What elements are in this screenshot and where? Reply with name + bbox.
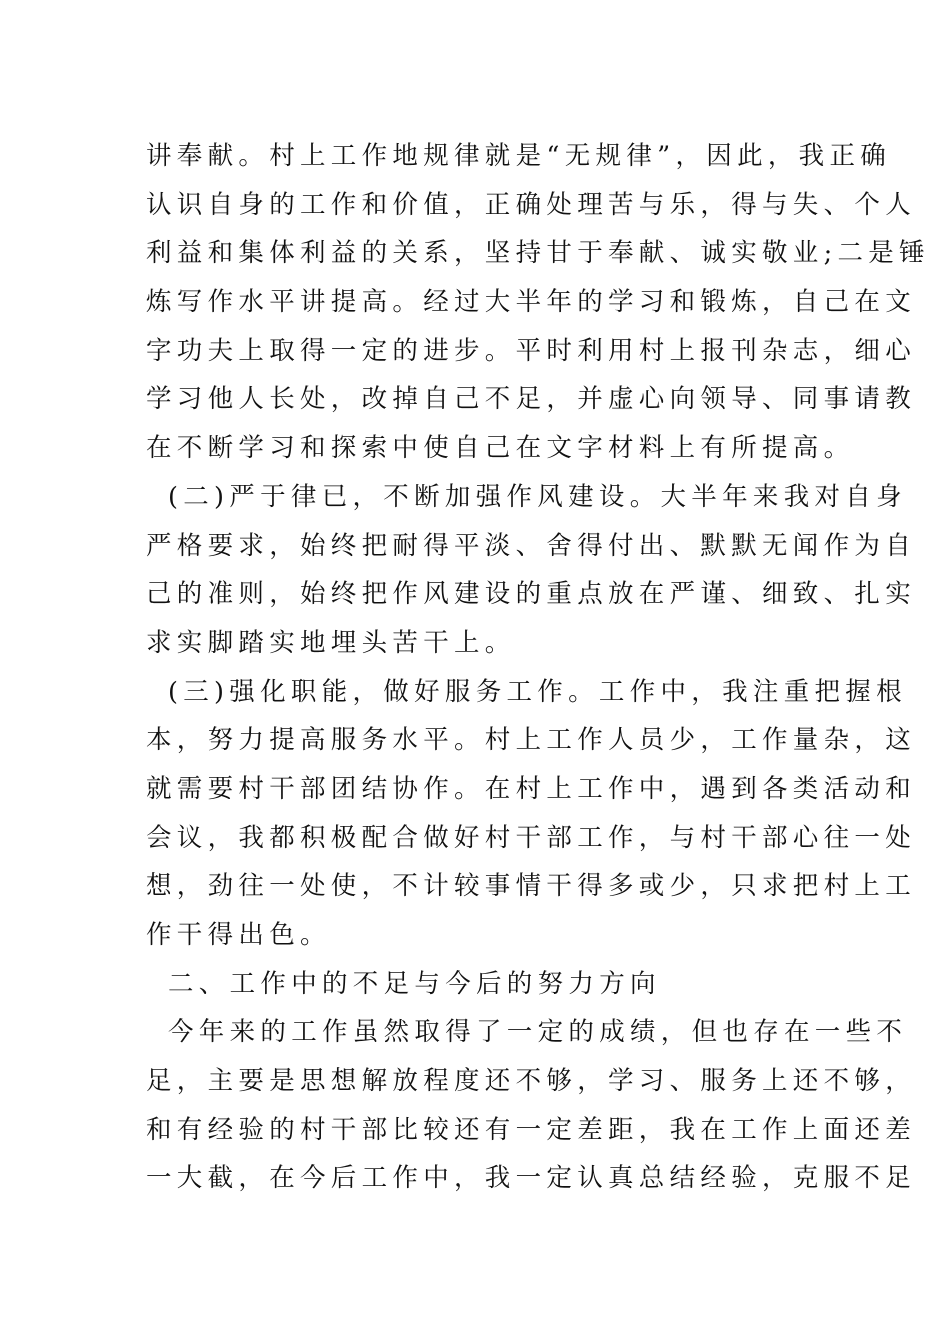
text-line: 字功夫上取得一定的进步。平时利用村上报刊杂志，细心 bbox=[146, 335, 917, 366]
document-body bbox=[146, 132, 930, 1203]
text-line: 和有经验的村干部比较还有一定差距，我在工作上面还差 bbox=[146, 1114, 917, 1145]
text-line: 一大截，在今后工作中，我一定认真总结经验，克服不足 bbox=[146, 1163, 917, 1194]
text-line: 求实脚踏实地埋头苦干上。 bbox=[146, 627, 516, 658]
text-line: 在不断学习和探索中使自己在文字材料上有所提高。 bbox=[146, 433, 855, 464]
text-line: 足，主要是思想解放程度还不够，学习、服务上还不够， bbox=[146, 1066, 917, 1097]
text-line: (二)严于律已，不断加强作风建设。大半年来我对自身 bbox=[168, 481, 907, 512]
text-line: 想，劲往一处使，不计较事情干得多或少，只求把村上工 bbox=[146, 871, 917, 902]
text-line: 严格要求，始终把耐得平淡、舍得付出、默默无闻作为自 bbox=[146, 530, 917, 561]
text-line: 今年来的工作虽然取得了一定的成绩，但也存在一些不 bbox=[168, 1017, 908, 1048]
text-line: 利益和集体利益的关系，坚持甘于奉献、诚实敬业;二是锤 bbox=[146, 238, 930, 269]
text-line: 炼写作水平讲提高。经过大半年的学习和锻炼，自己在文 bbox=[146, 287, 917, 318]
text-line: 己的准则，始终把作风建设的重点放在严谨、细致、扎实 bbox=[146, 579, 917, 610]
text-line: 认识自身的工作和价值，正确处理苦与乐，得与失、个人 bbox=[146, 189, 917, 220]
text-line: 学习他人长处，改掉自己不足，并虚心向领导、同事请教 bbox=[146, 384, 917, 415]
text-line: 本，努力提高服务水平。村上工作人员少，工作量杂，这 bbox=[146, 725, 917, 756]
text-line: (三)强化职能，做好服务工作。工作中，我注重把握根 bbox=[168, 676, 907, 707]
text-line: 就需要村干部团结协作。在村上工作中，遇到各类活动和 bbox=[146, 773, 917, 804]
text-line: 作干得出色。 bbox=[146, 920, 331, 950]
text-line: 会议，我都积极配合做好村干部工作，与村干部心往一处 bbox=[146, 822, 917, 853]
text-line: 讲奉献。村上工作地规律就是“无规律”，因此，我正确 bbox=[146, 141, 892, 171]
text-line: 二、工作中的不足与今后的努力方向 bbox=[168, 968, 661, 999]
